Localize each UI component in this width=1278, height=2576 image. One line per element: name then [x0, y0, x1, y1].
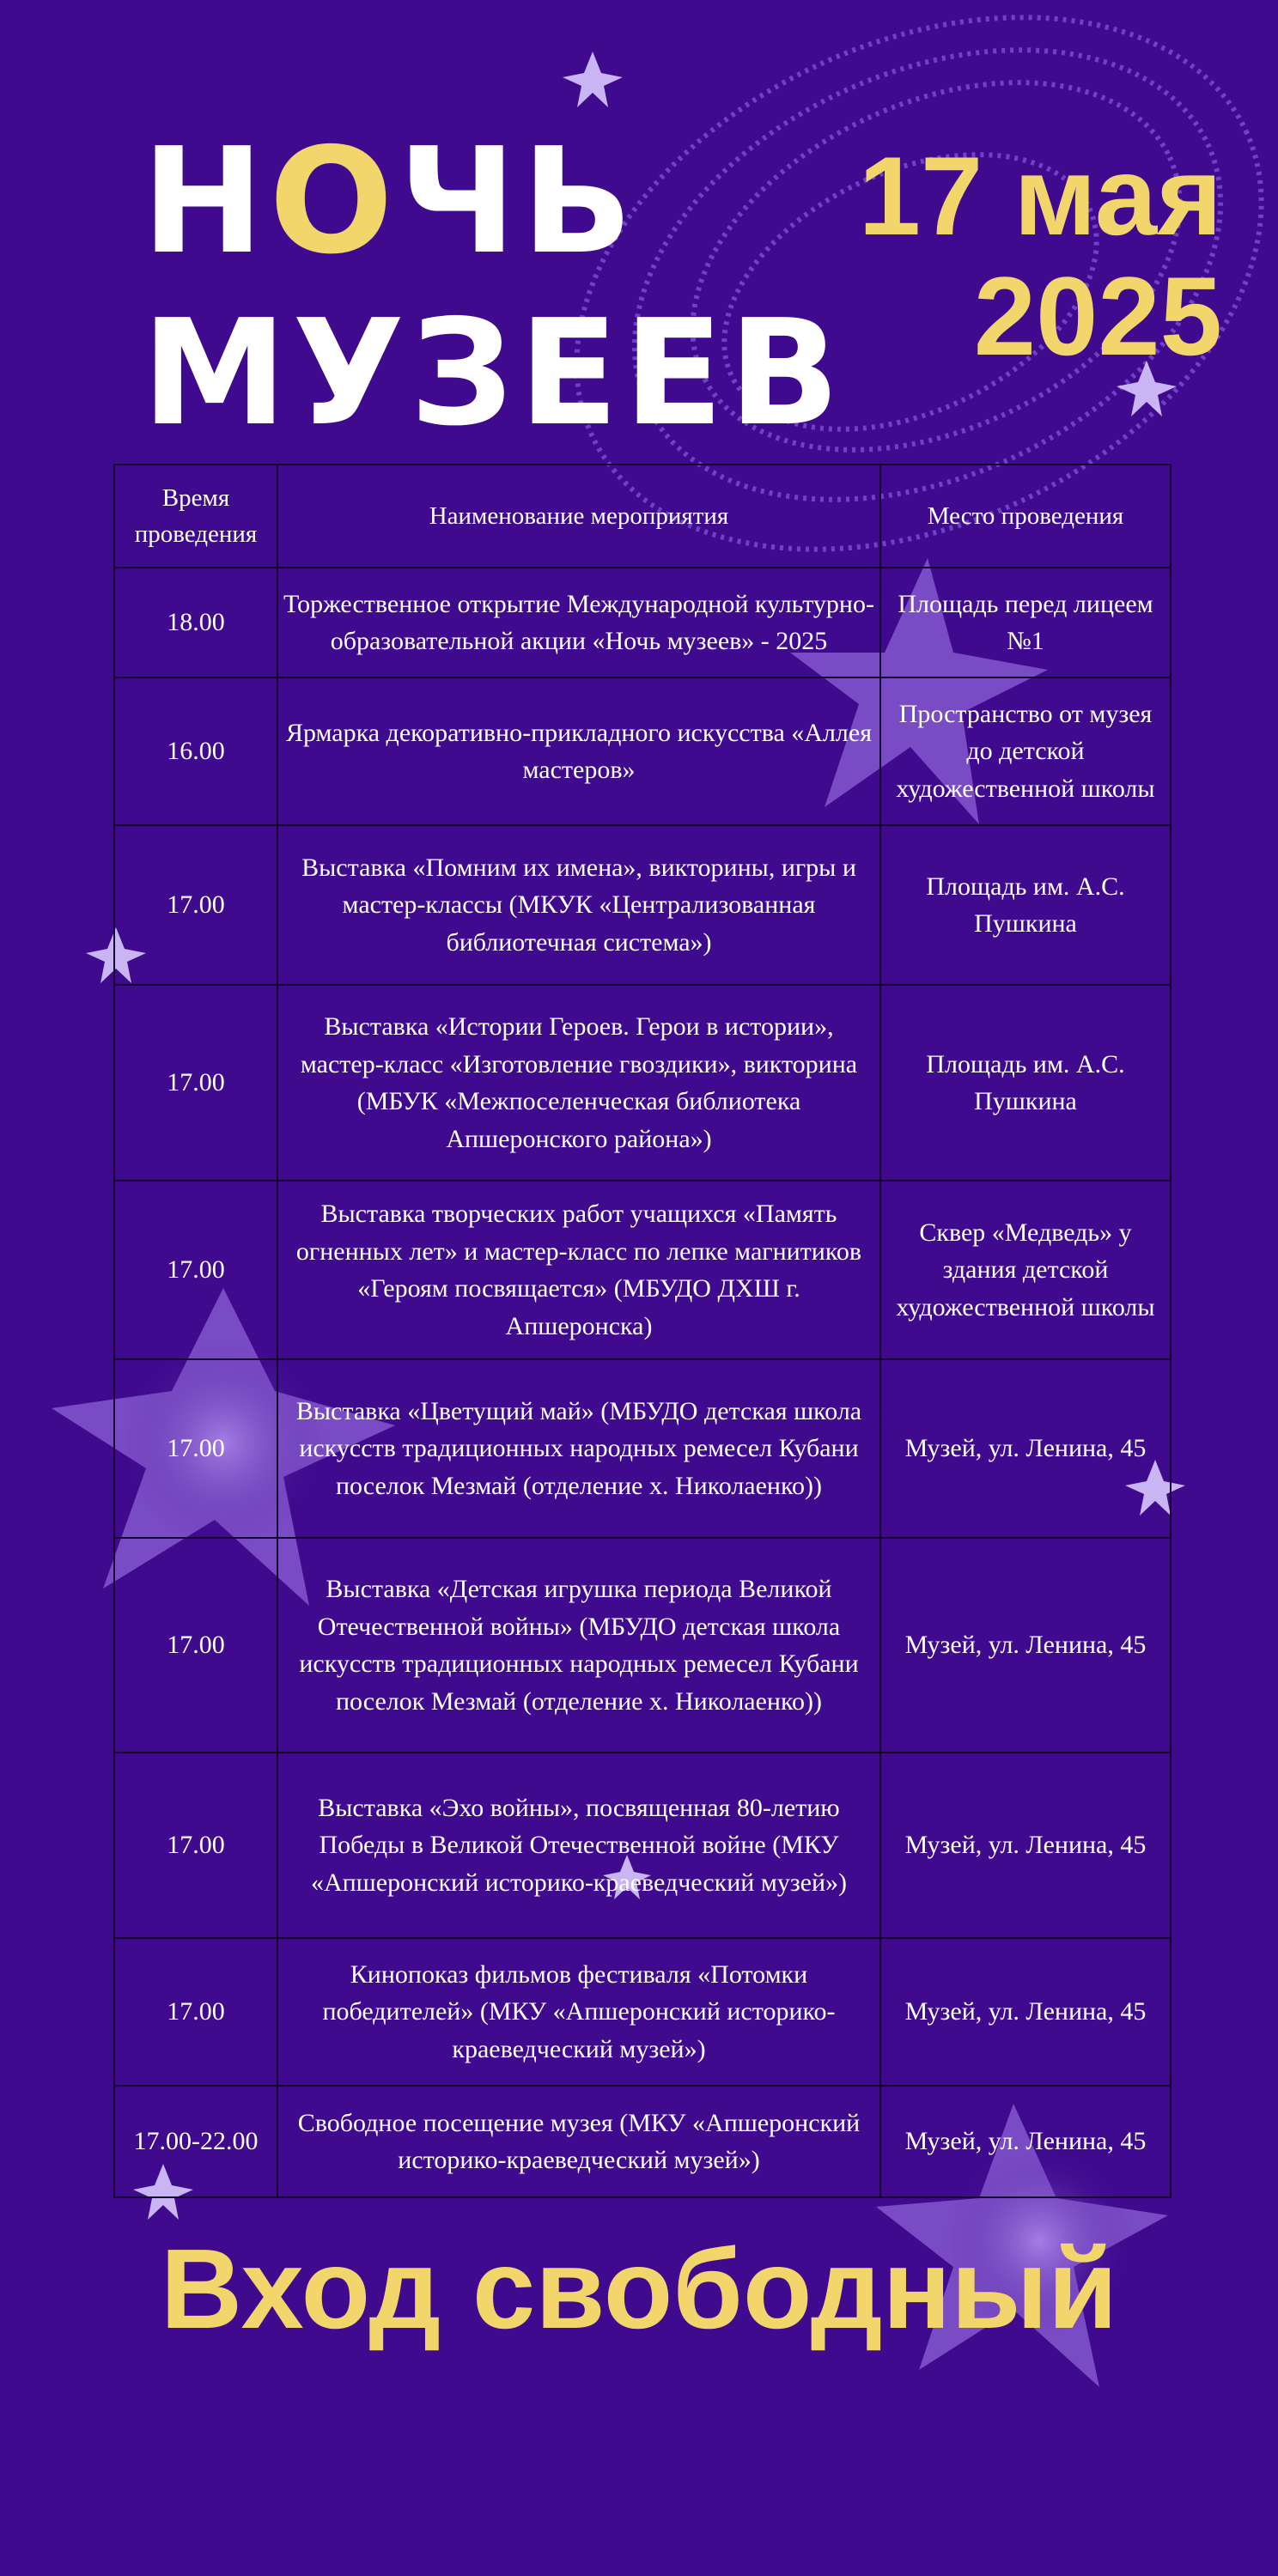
events-table: [113, 464, 1172, 2198]
table-row: [114, 1181, 1171, 1359]
row-event: Выставка «Помним их имена», викторины, игры и мастер-классы (МКУК «Централизованная библиотечная система»): [277, 825, 880, 985]
event-year: 2025: [973, 253, 1222, 379]
row-event: Выставка творческих работ учащихся «Память огненных лет» и мастер-класс по лепке магнитиков «Героям посвящается» (МБУДО ДХШ г. Апшеронска): [277, 1181, 880, 1359]
row-place: Музей, ул. Ленина, 45: [880, 1938, 1171, 2086]
row-time: 17.00: [114, 985, 277, 1181]
row-event: Выставка «Детская игрушка периода Великой Отечественной войны» (МБУДО детская школа искусств традиционных народных ремесел Кубани поселок Мезмай (отделение х. Николаенко)): [277, 1538, 880, 1753]
row-time: 17.00: [114, 1181, 277, 1359]
row-place: Музей, ул. Ленина, 45: [880, 1753, 1171, 1938]
table-header-row: [114, 465, 1171, 568]
title-moon-letter: О: [269, 117, 399, 287]
header-time: Время проведения: [114, 465, 277, 568]
row-event: Ярмарка декоративно-прикладного искусства «Аллея мастеров»: [277, 677, 880, 825]
row-time: 17.00: [114, 1359, 277, 1538]
row-event: Выставка «Эхо войны», посвященная 80-летию Победы в Великой Отечественной войне (МКУ «Апшеронский историко-краеведческий музей»): [277, 1753, 880, 1938]
row-place: Музей, ул. Ленина, 45: [880, 2086, 1171, 2197]
table-row: [114, 1538, 1171, 1753]
table-row: [114, 825, 1171, 985]
row-time: 17.00: [114, 1938, 277, 2086]
table-row: [114, 1753, 1171, 1938]
row-place: Площадь им. А.С. Пушкина: [880, 825, 1171, 985]
title-letter-n: Н: [142, 117, 270, 287]
row-event: Кинопоказ фильмов фестиваля «Потомки победителей» (МКУ «Апшеронский историко-краеведческий музей»): [277, 1938, 880, 2086]
row-place: Музей, ул. Ленина, 45: [880, 1359, 1171, 1538]
row-place: Сквер «Медведь» у здания детской художественной школы: [880, 1181, 1171, 1359]
row-place: Площадь им. А.С. Пушкина: [880, 985, 1171, 1181]
header-event: Наименование мероприятия: [277, 465, 880, 568]
row-event: Выставка «Истории Героев. Герои в истории», мастер-класс «Изготовление гвоздики», викторина (МБУК «Межпоселенческая библиотека Апшеронского района»): [277, 985, 880, 1181]
free-entry-text: Вход свободный: [160, 2226, 1118, 2352]
row-event: Выставка «Цветущий май» (МБУДО детская школа искусств традиционных народных ремесел Кубани поселок Мезмай (отделение х. Николаенко)): [277, 1359, 880, 1538]
row-place: Площадь перед лицеем №1: [880, 568, 1171, 677]
row-time: 17.00: [114, 1753, 277, 1938]
row-time: 17.00: [114, 1538, 277, 1753]
header-place: Место проведения: [880, 465, 1171, 568]
row-event: Торжественное открытие Международной культурно-образовательной акции «Ночь музеев» - 2025: [277, 568, 880, 677]
row-time: 16.00: [114, 677, 277, 825]
event-title-line2: МУЗЕЕВ: [142, 289, 845, 459]
table-row: [114, 1359, 1171, 1538]
event-date: 17 мая: [858, 133, 1222, 258]
row-event: Свободное посещение музея (МКУ «Апшеронский историко-краеведческий музей»): [277, 2086, 880, 2197]
table-row: [114, 2086, 1171, 2197]
table-row: [114, 568, 1171, 677]
table-row: [114, 985, 1171, 1181]
row-time: 17.00-22.00: [114, 2086, 277, 2197]
row-time: 18.00: [114, 568, 277, 677]
row-place: Пространство от музея до детской художественной школы: [880, 677, 1171, 825]
row-place: Музей, ул. Ленина, 45: [880, 1538, 1171, 1753]
title-letters-ch: ЧЬ: [398, 117, 638, 287]
table-row: [114, 677, 1171, 825]
table-row: [114, 1938, 1171, 2086]
event-title-line1: [142, 117, 638, 287]
row-time: 17.00: [114, 825, 277, 985]
